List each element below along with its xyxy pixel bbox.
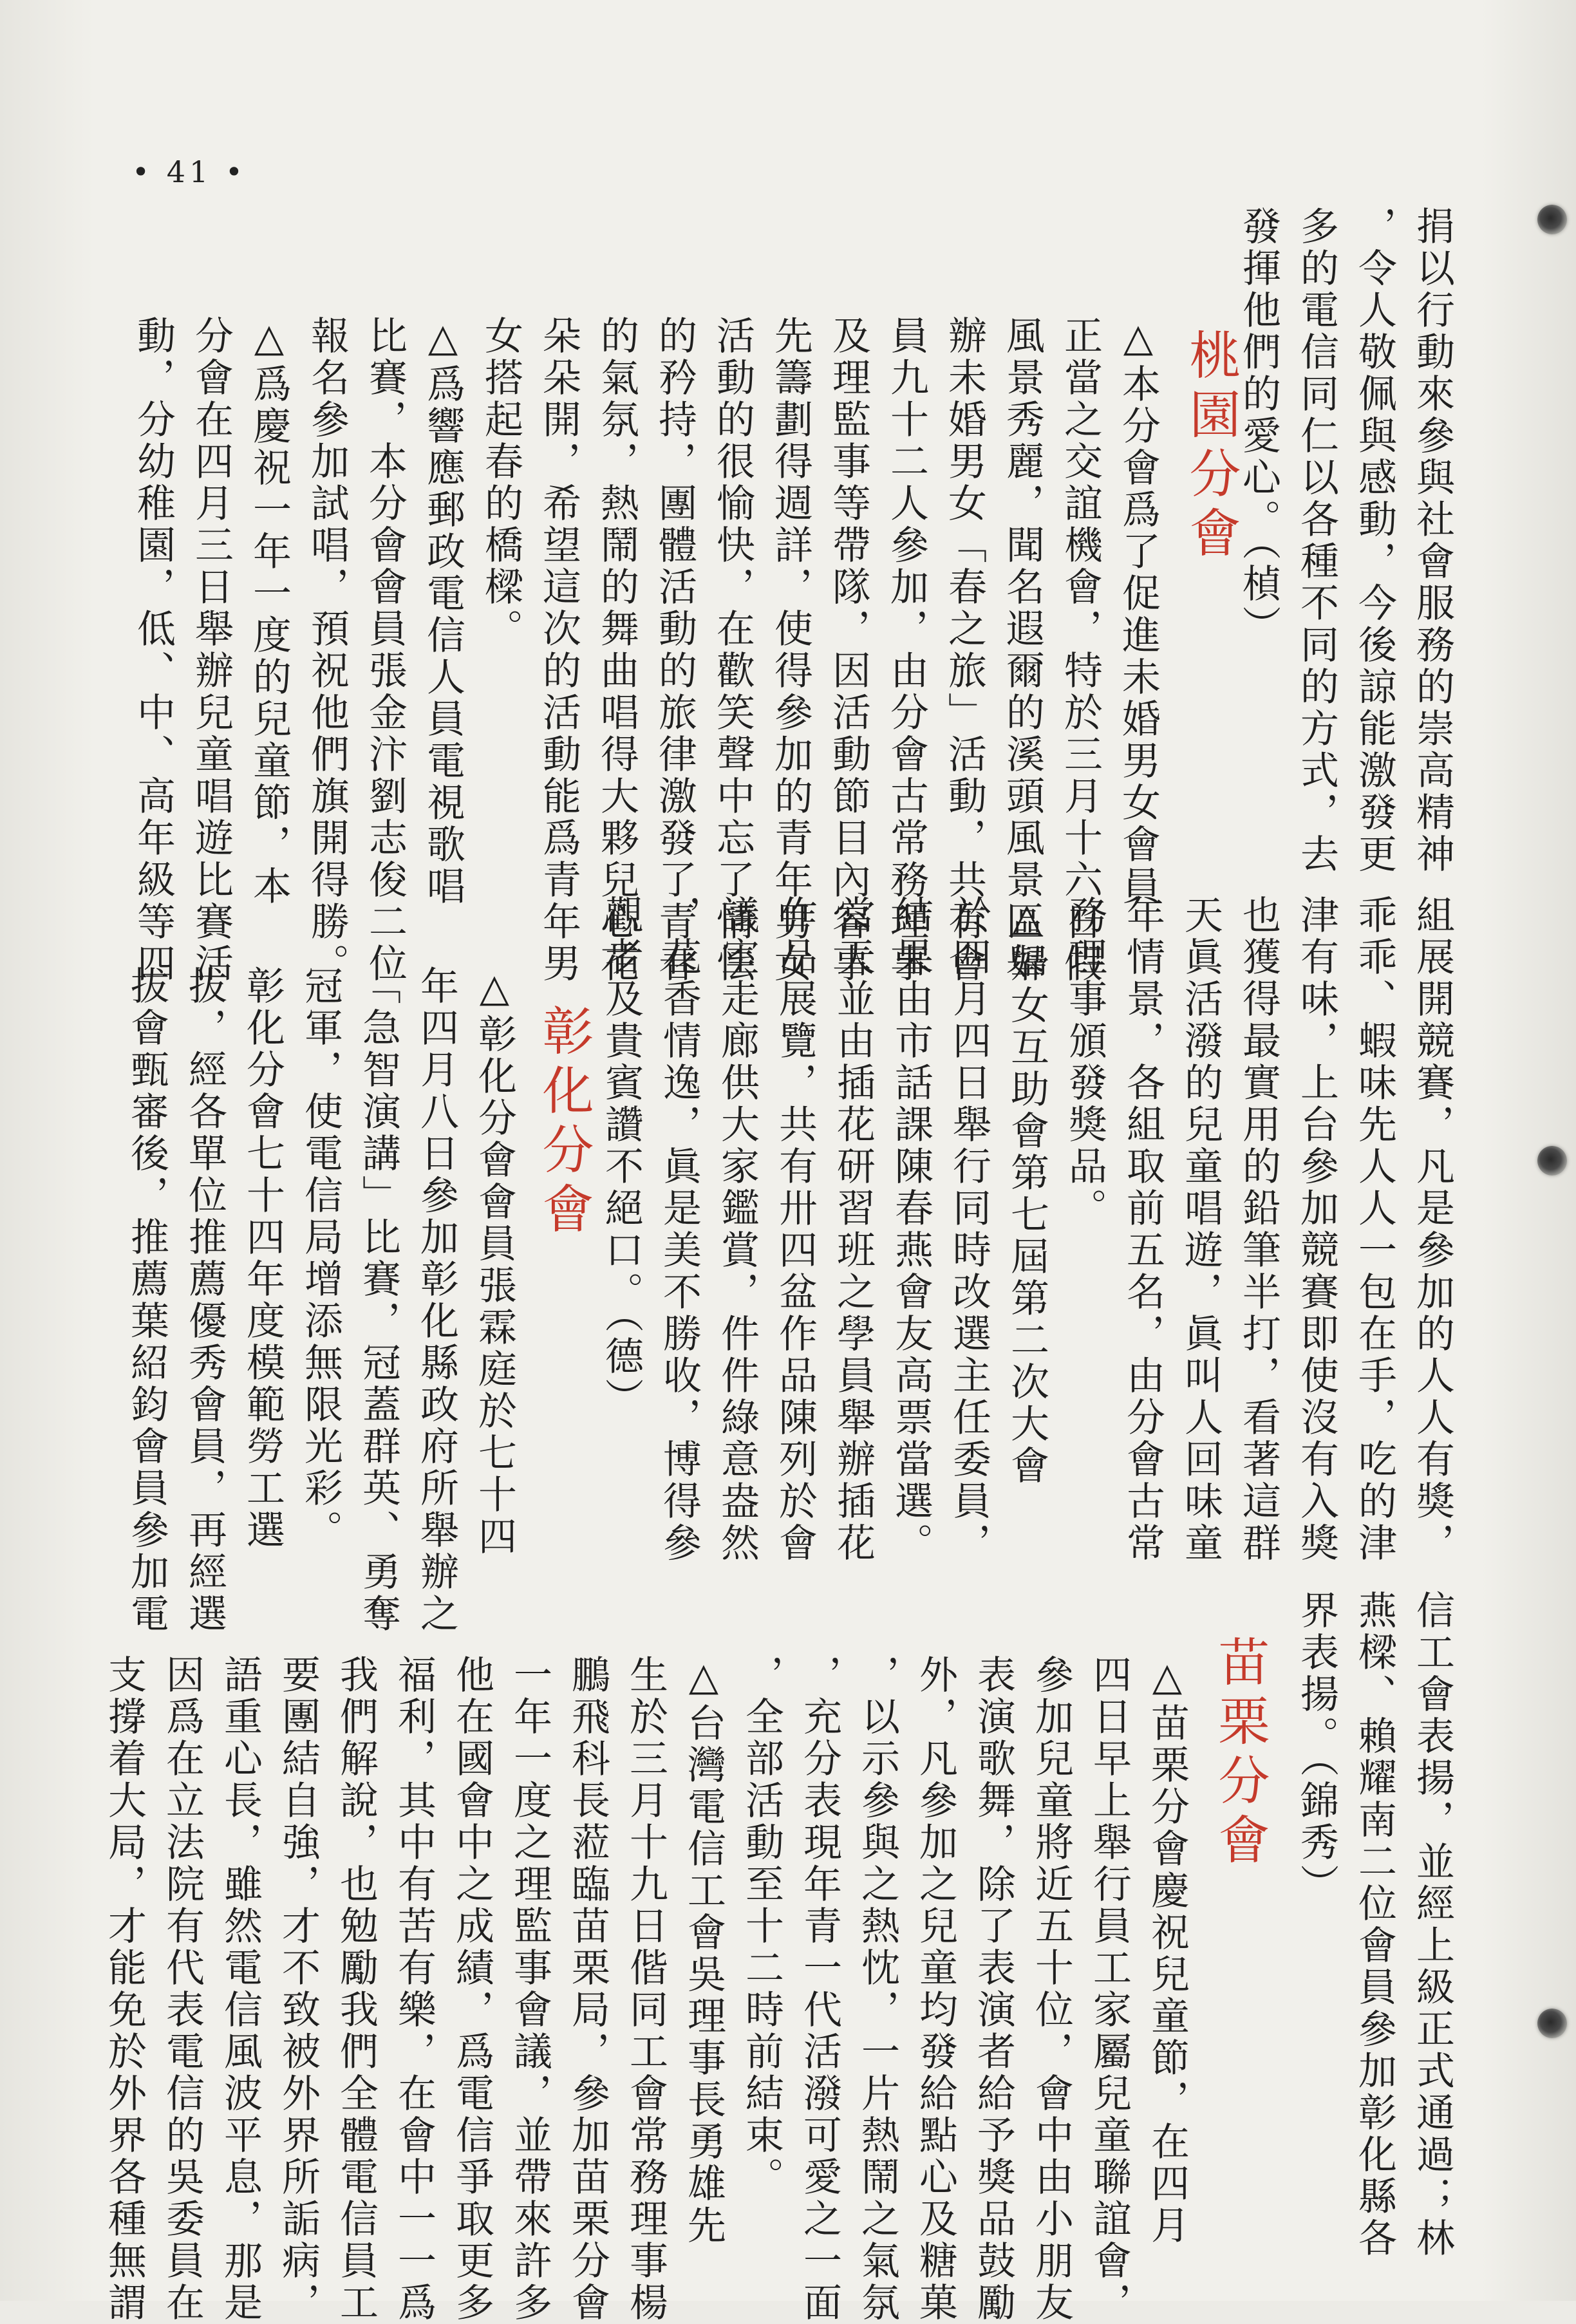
text-line: ，充分表現年青一代活潑可愛之一面 <box>797 1654 842 2324</box>
taoyuan-branch-title: 桃園分會 <box>1181 328 1241 565</box>
text-line: 作品展覽，共有卅四盆作品陳列於會 <box>773 895 818 1564</box>
text-line: 拔會甄審後，推薦葉紹鈞會員參加電 <box>124 966 169 1635</box>
text-line: △本分會爲了促進未婚男女會員 <box>1116 315 1161 908</box>
text-line: 「急智演講」比賽，冠蓋群英、勇奪 <box>356 966 401 1635</box>
text-line: 活動的很愉快，在歡笑聲中忘了情怯 <box>710 315 755 985</box>
text-line: △苗栗分會慶祝兒童節，在四月 <box>1145 1654 1190 2247</box>
text-line: ，令人敬佩與感動，今後諒能激發更 <box>1352 206 1397 876</box>
text-line: 報名參加試唱，預祝他們旗開得勝。 <box>305 315 350 985</box>
text-line: 津有味，上台參加競賽即使沒有入獎 <box>1294 895 1339 1564</box>
text-line: 支撐着大局，才能免於外界各種無謂 <box>102 1654 147 2324</box>
text-line: △爲慶祝一年一度的兒童節，本 <box>247 315 292 908</box>
miaoli-article <box>102 1654 1196 2324</box>
text-line: 組展開競賽，凡是參加的人人有獎， <box>1410 895 1455 1564</box>
intro-column-block <box>1230 206 1461 914</box>
text-line: 當天並由插花研習班之學員舉辦插花 <box>830 895 876 1564</box>
text-line: 彰化分會七十四年度模範勞工選 <box>240 966 285 1551</box>
text-line: 及理監事等帶隊，因活動節目內容事 <box>826 315 871 985</box>
text-line: 觀者及貴賓讚不絕口。（德） <box>599 895 644 1420</box>
text-line: 冠軍，使電信局增添無限光彩。 <box>298 966 343 1551</box>
text-line: 天眞活潑的兒童唱遊，眞叫人回味童 <box>1178 895 1223 1564</box>
text-line: ，全部活動至十二時前結束。 <box>739 1654 784 2198</box>
text-line: 的矜持，團體活動的旅律激發了青春 <box>652 315 697 985</box>
text-line: △爲響應郵政電信人員電視歌唱 <box>420 315 465 908</box>
text-line: 朵朵開，希望這次的活動能爲青年男 <box>536 315 581 985</box>
text-line: 拔，經各單位推薦優秀會員，再經選 <box>182 966 227 1635</box>
text-line: 鵬飛科長蒞臨苗栗局，參加苗栗分會 <box>565 1654 610 2324</box>
binding-hole-bottom <box>1537 2009 1567 2038</box>
changhua-continuation <box>1281 1590 1461 2260</box>
text-line: 我們解說，也勉勵我們全體電信員工 <box>333 1654 379 2324</box>
text-line: 動，分幼稚園，低、中、高年級等四 <box>131 315 176 985</box>
text-line: 女搭起春的橋樑。 <box>478 315 523 650</box>
text-line: 信工會表揚，並經上級正式通過；林 <box>1410 1590 1455 2260</box>
text-line: 要團結自強，才不致被外界所詬病， <box>276 1654 321 2324</box>
text-line: 年情景，各組取前五名，由分會古常 <box>1120 895 1165 1564</box>
text-line: △婦女互助會第七屆第二次大會 <box>1004 895 1049 1487</box>
text-line: 福利，其中有苦有樂，在會中一一爲 <box>391 1654 436 2324</box>
text-line: △彰化分會會員張霖庭於七十四 <box>472 966 517 1558</box>
text-line: 的氣氛，熱鬧的舞曲唱得大夥兒心花 <box>594 315 639 985</box>
text-line: 比賽，本分會會員張金汴劉志俊二位 <box>362 315 408 985</box>
text-line: 先籌劃得週詳，使得參加的青年男女 <box>768 315 813 985</box>
text-line: ，花香情逸，眞是美不勝收，博得參 <box>657 895 702 1564</box>
text-line: 捐以行動來參與社會服務的崇高精神 <box>1410 206 1455 876</box>
page-number: • 41 • <box>132 155 247 189</box>
text-line: 界表揚。（錦秀） <box>1294 1590 1339 1906</box>
text-line: 議室走廊供大家鑑賞，件件綠意盎然 <box>715 895 760 1564</box>
text-line: 結果由市話課陳春燕會友高票當選。 <box>888 895 933 1564</box>
text-line: 外，凡參加之兒童均發給點心及糖菓 <box>913 1654 958 2324</box>
children-contest-women-assoc-article <box>592 895 1461 1564</box>
text-line: 生於三月十九日偕同工會常務理事楊 <box>623 1654 668 2324</box>
text-line: 務理事頒發獎品。 <box>1062 895 1107 1230</box>
text-line: 年四月八日參加彰化縣政府所舉辦之 <box>414 966 459 1635</box>
text-line: 員九十二人參加，由分會古常務理事 <box>884 315 929 985</box>
text-line: 一年一度之理監事會議，並帶來許多 <box>507 1654 552 2324</box>
text-line: ，以示參與之熱忱，一片熱鬧之氣氛 <box>855 1654 900 2324</box>
text-line: 辦未婚男女「春之旅」活動，共有會 <box>942 315 987 985</box>
taoyuan-article <box>124 315 1167 985</box>
text-line: 因爲在立法院有代表電信的吳委員在 <box>160 1654 205 2324</box>
text-line: △台灣電信工會吳理事長勇雄先 <box>681 1654 726 2247</box>
text-line: 分會在四月三日舉辦兒童唱遊比賽活 <box>189 315 234 985</box>
text-line: 參加兒童將近五十位，會中由小朋友 <box>1029 1654 1074 2324</box>
changhua-article <box>111 966 523 1635</box>
text-line: 風景秀麗，聞名遐爾的溪頭風景區舉 <box>1000 315 1045 985</box>
miaoli-branch-title: 苗栗分會 <box>1210 1635 1270 1872</box>
text-line: 也獲得最實用的鉛筆半打，看著這群 <box>1236 895 1281 1564</box>
binding-hole-top <box>1537 205 1567 234</box>
changhua-branch-title: 彰化分會 <box>534 1004 594 1241</box>
text-line: 發揮他們的愛心。（楨） <box>1236 206 1281 647</box>
text-line: 語重心長，雖然電信風波平息，那是 <box>218 1654 263 2324</box>
text-line: 乖乖、蝦味先人人一包在手，吃的津 <box>1352 895 1397 1564</box>
text-line: 他在國會中之成績，爲電信爭取更多 <box>449 1654 494 2324</box>
text-line: 正當之交誼機會，特於三月十六日假 <box>1058 315 1103 985</box>
text-line: 表演歌舞，除了表演者給予獎品鼓勵 <box>971 1654 1016 2324</box>
text-line: 多的電信同仁以各種不同的方式，去 <box>1294 206 1339 876</box>
text-line: 燕樑、賴耀南二位會員參加彰化縣各 <box>1352 1590 1397 2260</box>
text-line: 於四月四日舉行同時改選主任委員， <box>946 895 991 1564</box>
text-line: 四日早上舉行員工家屬兒童聯誼會， <box>1087 1654 1132 2324</box>
binding-hole-middle <box>1537 1146 1567 1176</box>
